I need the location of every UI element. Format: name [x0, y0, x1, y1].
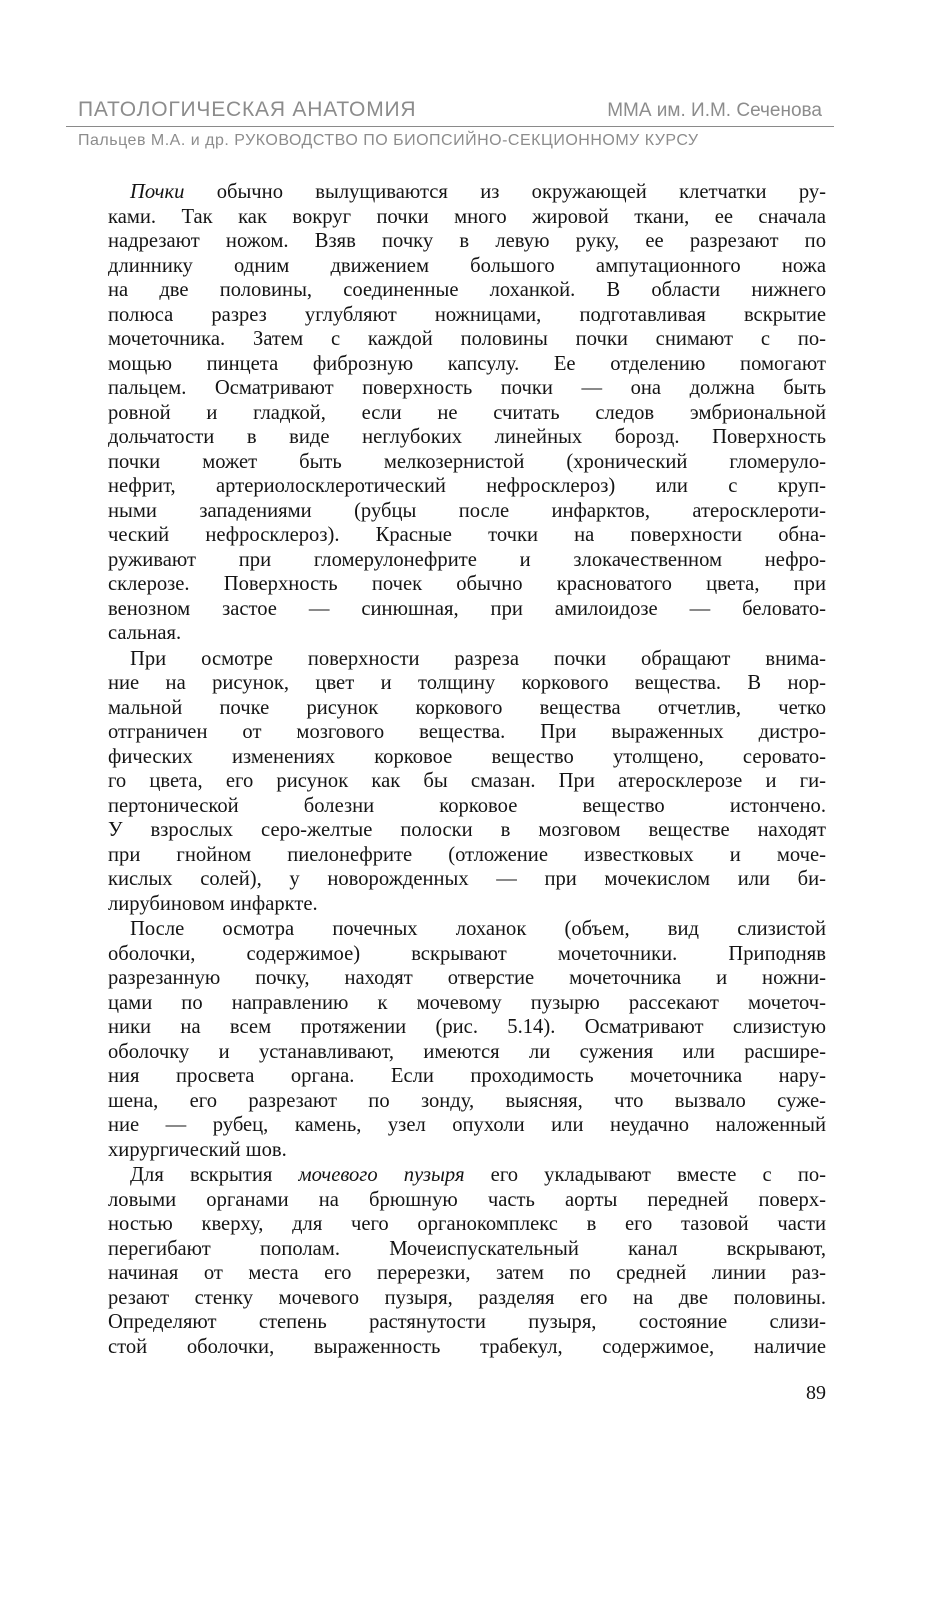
text-run: Для вскрытия: [130, 1164, 299, 1186]
text-line: У взрослых серо-желтые полоски в мозговом веществе находят: [108, 819, 826, 841]
text-line: ловыми органами на брюшную часть аорты передней поверх-: [108, 1188, 826, 1211]
text-line: фических изменениях корковое вещество утолщено, серовато-: [108, 745, 826, 768]
paragraph: [108, 917, 826, 1162]
text-line: венозном застое — синюшная, при амилоидозе — беловато-: [108, 597, 826, 620]
text-line: [108, 180, 826, 205]
body-text: [108, 180, 826, 1359]
text-line: на две половины, соединенные лоханкой. В области нижнего: [108, 279, 826, 301]
text-line: нефрит, артериолосклеротический нефросклероз) или с круп-: [108, 475, 826, 497]
text-run: обычно вылущиваются из окружающей клетчатки ру-: [184, 181, 826, 203]
text-line: перегибают пополам. Мочеиспускательный канал вскрывают,: [108, 1237, 826, 1260]
text-line: кислых солей), у новорожденных — при мочекислом или би-: [108, 868, 826, 890]
text-line: оболочки, содержимое) вскрывают мочеточники. Приподняв: [108, 942, 826, 965]
text-line: склерозе. Поверхность почек обычно красноватого цвета, при: [108, 573, 826, 595]
text-line: После осмотра почечных лоханок (объем, вид слизистой: [130, 918, 826, 940]
text-line: сальная.: [108, 622, 182, 644]
text-line: лирубиновом инфаркте.: [108, 892, 318, 915]
paragraph: [108, 180, 826, 646]
text-line: начиная от места его перерезки, затем по средней линии раз-: [108, 1262, 826, 1284]
text-line: пальцем. Осматривают поверхность почки — она должна быть: [108, 377, 826, 399]
text-line: оболочку и устанавливают, имеются ли сужения или расшире-: [108, 1040, 826, 1063]
paragraph: [108, 1163, 826, 1359]
text-line: хирургический шов.: [108, 1138, 287, 1161]
italic-term: мочевого пузыря: [298, 1164, 465, 1186]
text-line: ностью кверху, для чего органокомплекс в его тазовой части: [108, 1213, 826, 1235]
text-line: шена, его разрезают по зонду, выясняя, что вызвало суже-: [108, 1089, 826, 1112]
text-line: ческий нефросклероз). Красные точки на поверхности обна-: [108, 524, 826, 546]
text-line: при гнойном пиелонефрите (отложение известковых и моче-: [108, 843, 826, 866]
text-line: ровной и гладкой, если не считать следов эмбриональной: [108, 401, 826, 424]
text-run: его укладывают вместе с по-: [464, 1164, 827, 1186]
header-subtitle: Пальцев М.А. и др. РУКОВОДСТВО ПО БИОПСИЙНО-СЕКЦИОННОМУ КУРСУ: [78, 132, 699, 149]
text-line: ными западениями (рубцы после инфарктов, атеросклероти-: [108, 499, 826, 522]
text-line: стой оболочки, выраженность трабекул, содержимое, наличие: [108, 1335, 826, 1358]
header-title: ПАТОЛОГИЧЕСКАЯ АНАТОМИЯ: [78, 98, 417, 121]
italic-term: Почки: [130, 181, 185, 203]
text-line: го цвета, его рисунок как бы смазан. При атеросклерозе и ги-: [108, 770, 826, 792]
header-rule-row: [66, 96, 834, 127]
header-institution: ММА им. И.М. Сеченова: [607, 100, 822, 121]
text-line: резают стенку мочевого пузыря, разделяя его на две половины.: [108, 1286, 826, 1309]
text-line: пертонической болезни корковое вещество истончено.: [108, 794, 826, 817]
text-line: Определяют степень растянутости пузыря, состояние слизи-: [108, 1311, 826, 1333]
text-line: ники на всем протяжении (рис. 5.14). Осматривают слизистую: [108, 1016, 826, 1038]
text-line: [108, 1163, 826, 1188]
text-line: полюса разрез углубляют ножницами, подготавливая вскрытие: [108, 303, 826, 326]
text-line: надрезают ножом. Взяв почку в левую руку, ее разрезают по: [108, 230, 826, 252]
text-line: ками. Так как вокруг почки много жировой ткани, ее сначала: [108, 205, 826, 228]
text-line: отграничен от мозгового вещества. При выраженных дистро-: [108, 721, 826, 743]
paragraph: [108, 647, 826, 917]
text-line: дольчатости в виде неглубоких линейных борозд. Поверхность: [108, 426, 826, 448]
page-number: 89: [806, 1382, 826, 1404]
text-line: мочеточника. Затем с каждой половины почки снимают с по-: [108, 328, 826, 350]
text-line: мощью пинцета фиброзную капсулу. Ее отделению помогают: [108, 352, 826, 375]
text-line: руживают при гломерулонефрите и злокачественном нефро-: [108, 548, 826, 571]
text-line: длиннику одним движением большого ампутационного ножа: [108, 254, 826, 277]
text-line: цами по направлению к мочевому пузырю рассекают мочеточ-: [108, 991, 826, 1014]
text-line: разрезанную почку, находят отверстие мочеточника и ножни-: [108, 967, 826, 989]
text-line: ние на рисунок, цвет и толщину коркового вещества. В нор-: [108, 672, 826, 694]
text-line: почки может быть мелкозернистой (хронический гломеруло-: [108, 450, 826, 473]
text-line: ния просвета органа. Если проходимость мочеточника нару-: [108, 1065, 826, 1087]
text-line: При осмотре поверхности разреза почки обращают внима-: [130, 647, 826, 670]
text-line: мальной почке рисунок коркового вещества отчетлив, четко: [108, 696, 826, 719]
running-header: [66, 96, 834, 150]
text-line: ние — рубец, камень, узел опухоли или неудачно наложенный: [108, 1114, 826, 1136]
